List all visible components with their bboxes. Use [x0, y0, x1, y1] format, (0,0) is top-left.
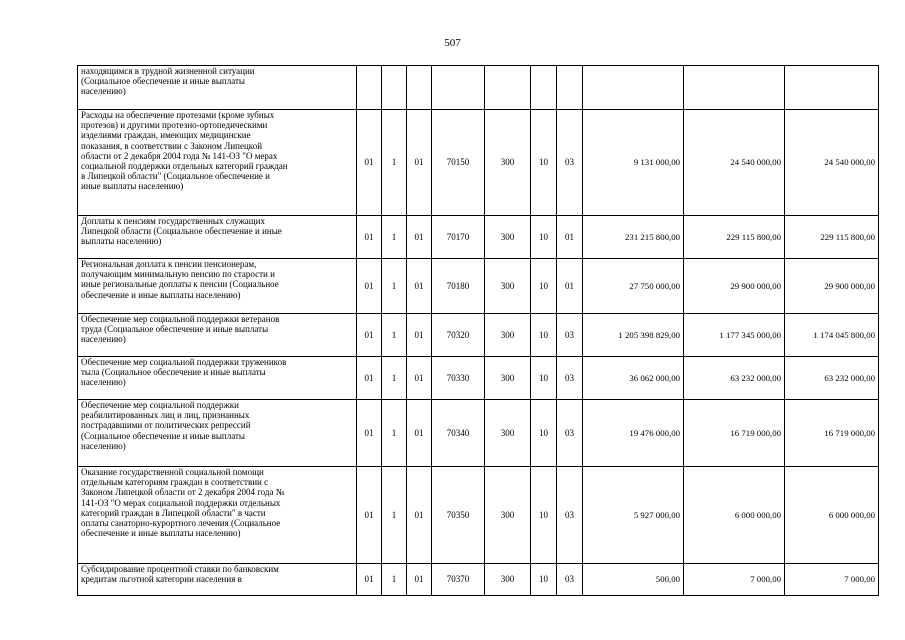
description-line: получающим минимальную пенсию по старости и — [81, 269, 275, 280]
code-target-item: 70370 — [432, 564, 485, 596]
description-line: находящимся в трудной жизненной ситуации — [81, 66, 255, 76]
table-row — [78, 110, 879, 216]
code-target-item: 70330 — [432, 357, 485, 400]
code-program — [382, 66, 407, 110]
description-line: социальной поддержки отдельных категорий граждан — [81, 161, 288, 172]
description-line: отдельным категориям граждан в соответствии с — [81, 477, 269, 488]
description-line: (Социальное обеспечение и иные выплаты — [81, 430, 245, 441]
description-line: оплаты санаторно-курортного лечения (Социальное — [81, 518, 281, 529]
description-line: Липецкой области (Социальное обеспечение и иные — [81, 226, 282, 237]
row-description — [78, 564, 357, 596]
table-row — [78, 400, 879, 467]
amount-year-1: 5 927 000,00 — [583, 467, 684, 564]
amount-year-2: 7 000,00 — [684, 564, 785, 596]
amount-year-2 — [684, 66, 785, 110]
amount-year-2: 6 000 000,00 — [684, 467, 785, 564]
code-target-item — [432, 66, 485, 110]
code-program: 1 — [382, 110, 407, 216]
code-expense-type: 300 — [485, 110, 531, 216]
row-description — [78, 259, 357, 314]
description-line: 141-ОЗ "О мерах социальной поддержки отдельных — [81, 497, 281, 508]
code-expense-type: 300 — [485, 259, 531, 314]
code-subprogram: 01 — [407, 110, 432, 216]
code-target-item: 70340 — [432, 400, 485, 467]
description-line: Субсидирование процентной ставки по банковским — [81, 564, 279, 574]
code-section: 10 — [531, 314, 557, 357]
page-number: 507 — [444, 37, 461, 49]
amount-year-1: 1 205 398 829,00 — [583, 314, 684, 357]
code-section — [531, 66, 557, 110]
code-target-item: 70170 — [432, 216, 485, 259]
code-section: 10 — [531, 467, 557, 564]
amount-year-2: 1 177 345 000,00 — [684, 314, 785, 357]
code-program: 1 — [382, 564, 407, 596]
code-subsection: 03 — [557, 357, 583, 400]
row-description — [78, 110, 357, 216]
description-line: населению) — [81, 86, 126, 97]
code-target-item: 70180 — [432, 259, 485, 314]
description-line: Региональная доплата к пенсии пенсионерам, — [81, 259, 257, 269]
description-line: пострадавшими от политических репрессий — [81, 420, 251, 431]
table-row — [78, 564, 879, 596]
code-subsection: 01 — [557, 216, 583, 259]
code-expense-type: 300 — [485, 467, 531, 564]
row-description — [78, 467, 357, 564]
table-body — [78, 66, 879, 596]
code-expense-type: 300 — [485, 216, 531, 259]
description-line: изделиями граждан, имеющих медицинские — [81, 130, 251, 141]
amount-year-3: 24 540 000,00 — [785, 110, 879, 216]
description-line: показания, в соответствии с Законом Липецкой — [81, 140, 263, 151]
code-subprogram: 01 — [407, 357, 432, 400]
code-subprogram: 01 — [407, 400, 432, 467]
code-admin: 01 — [357, 314, 382, 357]
code-subsection — [557, 66, 583, 110]
code-subprogram — [407, 66, 432, 110]
code-program: 1 — [382, 216, 407, 259]
description-line: кредитам льготной категории населения в — [81, 574, 242, 585]
amount-year-1: 9 131 000,00 — [583, 110, 684, 216]
row-description — [78, 357, 357, 400]
amount-year-2: 63 232 000,00 — [684, 357, 785, 400]
amount-year-3: 229 115 800,00 — [785, 216, 879, 259]
code-admin: 01 — [357, 564, 382, 596]
code-section: 10 — [531, 259, 557, 314]
code-admin: 01 — [357, 110, 382, 216]
description-line: категорий граждан в Липецкой области" в части — [81, 507, 266, 518]
amount-year-3: 29 900 000,00 — [785, 259, 879, 314]
code-subsection: 03 — [557, 467, 583, 564]
description-line: Обеспечение мер социальной поддержки тружеников — [81, 357, 287, 367]
code-program: 1 — [382, 357, 407, 400]
amount-year-1: 19 476 000,00 — [583, 400, 684, 467]
description-line: тыла (Социальное обеспечение и иные выплаты — [81, 367, 266, 378]
code-target-item: 70320 — [432, 314, 485, 357]
code-admin — [357, 66, 382, 110]
code-target-item: 70150 — [432, 110, 485, 216]
amount-year-2: 229 115 800,00 — [684, 216, 785, 259]
description-line: реабилитированных лиц и лиц, признанных — [81, 410, 250, 421]
row-description — [78, 216, 357, 259]
code-subprogram: 01 — [407, 259, 432, 314]
description-line: иные выплаты населению) — [81, 181, 184, 192]
row-description — [78, 400, 357, 467]
amount-year-1: 36 062 000,00 — [583, 357, 684, 400]
code-subprogram: 01 — [407, 216, 432, 259]
description-line: Расходы на обеспечение протезами (кроме зубных — [81, 110, 275, 120]
code-admin: 01 — [357, 259, 382, 314]
description-line: области от 2 декабря 2004 года № 141-ОЗ "О мерах — [81, 150, 278, 161]
code-subsection: 03 — [557, 564, 583, 596]
code-program: 1 — [382, 467, 407, 564]
amount-year-1: 27 750 000,00 — [583, 259, 684, 314]
amount-year-3: 6 000 000,00 — [785, 467, 879, 564]
table-row — [78, 216, 879, 259]
code-subsection: 03 — [557, 314, 583, 357]
table-row — [78, 66, 879, 110]
description-line: населению) — [81, 377, 126, 388]
amount-year-3: 7 000,00 — [785, 564, 879, 596]
row-description — [78, 314, 357, 357]
amount-year-3 — [785, 66, 879, 110]
table-row — [78, 259, 879, 314]
amount-year-3: 16 719 000,00 — [785, 400, 879, 467]
code-admin: 01 — [357, 357, 382, 400]
code-section: 10 — [531, 400, 557, 467]
code-subprogram: 01 — [407, 467, 432, 564]
description-line: (Социальное обеспечение и иные выплаты — [81, 76, 245, 87]
code-expense-type: 300 — [485, 400, 531, 467]
code-expense-type: 300 — [485, 564, 531, 596]
description-line: труда (Социальное обеспечение и иные выплаты — [81, 324, 269, 335]
amount-year-1: 231 215 800,00 — [583, 216, 684, 259]
code-program: 1 — [382, 314, 407, 357]
description-line: протезов) и другими протезно-ортопедическими — [81, 120, 268, 131]
amount-year-2: 24 540 000,00 — [684, 110, 785, 216]
description-line: в Липецкой области" (Социальное обеспечение и — [81, 171, 270, 182]
code-subprogram: 01 — [407, 564, 432, 596]
table-row — [78, 314, 879, 357]
description-line: обеспечение и иные выплаты населению) — [81, 528, 241, 539]
budget-table — [77, 65, 879, 596]
code-target-item: 70350 — [432, 467, 485, 564]
description-line: населению) — [81, 334, 126, 345]
code-expense-type: 300 — [485, 314, 531, 357]
description-line: выплаты населению) — [81, 236, 162, 247]
description-line: Законом Липецкой области от 2 декабря 2004 года № — [81, 487, 285, 498]
row-description — [78, 66, 357, 110]
code-subsection: 01 — [557, 259, 583, 314]
amount-year-3: 1 174 045 800,00 — [785, 314, 879, 357]
description-line: иные региональные доплаты к пенсии (Социальное — [81, 279, 279, 290]
description-line: Оказание государственной социальной помощи — [81, 467, 264, 477]
code-program: 1 — [382, 259, 407, 314]
code-section: 10 — [531, 357, 557, 400]
amount-year-1 — [583, 66, 684, 110]
code-subprogram: 01 — [407, 314, 432, 357]
description-line: Обеспечение мер социальной поддержки — [81, 400, 239, 410]
code-section: 10 — [531, 564, 557, 596]
description-line: обеспечение и иные выплаты населению) — [81, 289, 241, 300]
code-subsection: 03 — [557, 400, 583, 467]
code-expense-type — [485, 66, 531, 110]
code-admin: 01 — [357, 216, 382, 259]
code-subsection: 03 — [557, 110, 583, 216]
table-row — [78, 357, 879, 400]
code-admin: 01 — [357, 467, 382, 564]
code-section: 10 — [531, 110, 557, 216]
amount-year-2: 16 719 000,00 — [684, 400, 785, 467]
code-program: 1 — [382, 400, 407, 467]
code-section: 10 — [531, 216, 557, 259]
amount-year-1: 500,00 — [583, 564, 684, 596]
code-expense-type: 300 — [485, 357, 531, 400]
description-line: населению) — [81, 440, 126, 451]
description-line: Обеспечение мер социальной поддержки ветеранов — [81, 314, 280, 324]
table-row — [78, 467, 879, 564]
amount-year-3: 63 232 000,00 — [785, 357, 879, 400]
amount-year-2: 29 900 000,00 — [684, 259, 785, 314]
code-admin: 01 — [357, 400, 382, 467]
description-line: Доплаты к пенсиям государственных служащих — [81, 216, 266, 226]
